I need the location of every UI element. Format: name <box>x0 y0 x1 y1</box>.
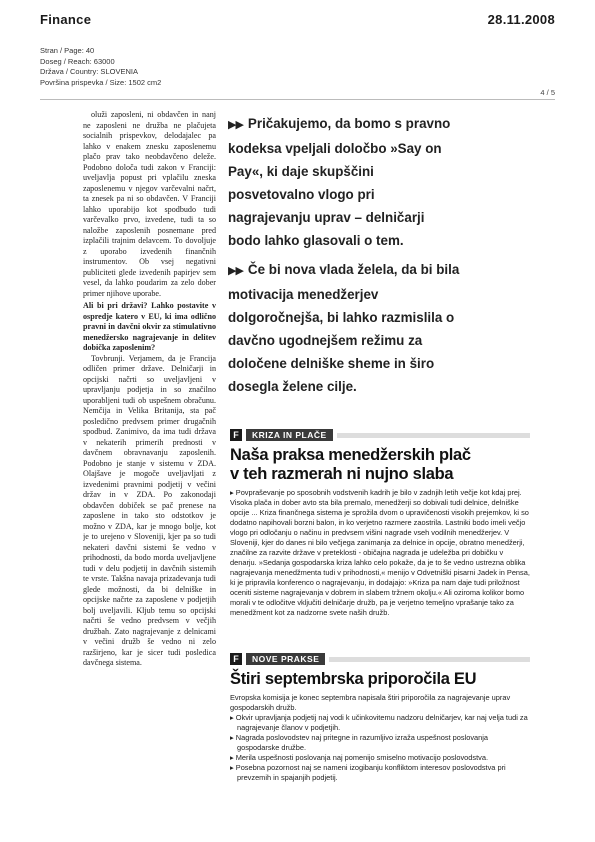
list-item: ▸ Posebna pozornost naj se nameni izogibanju konfliktom interesov poslovodstva pri prevzemih in spajanjih podjetij. <box>230 763 506 782</box>
list-item: ▸ Merila uspešnosti poslovanja naj pomenijo smiselno motivacijo poslovodstva. <box>230 753 488 762</box>
article-body <box>230 693 530 783</box>
section-tag <box>230 428 530 442</box>
list-item: ▸ Nagrada poslovodstev naj pritegne in razumljivo izraža uspešnost poslovanja gospodarske družbe. <box>230 733 489 752</box>
meta-reach: Doseg / Reach: 63000 <box>40 56 115 66</box>
article-body <box>230 488 530 618</box>
article-paragraph <box>230 488 530 618</box>
interview-paragraph: oluži zaposleni, ni obdavčen in nanj ne zaposleni ne družba ne plačujeta socialnih prispevkov, delodajalec pa lahko v enakem znesku zaposlenemu plačo prav tako neobdavčeno deleže. Podobno določa tudi zakon v Franciji: uveljavlja popust pri vplačilu zneska zaposlenemu v njegov varčevalni načrt, ta znesek pa ni so obdavčen. V Franciji lahko uporabijo kot spodbudo tudi varčevalko prvo, izvedene, tudi ta so naložbe zaposlenih posnemane pred izplačili trajnim delavcem. To dovoljuje z uporabo izvedenih finančnih instrumentov. Ob vsej negativni publiciteti glede izvedenih papirjev sem vesel, da lahko poudarim za zelo dober primer njihove uporabe. <box>83 110 216 298</box>
header-divider <box>40 99 555 100</box>
bullet-arrow-icon: ▸ <box>230 763 236 772</box>
article-title-line: v teh razmerah ni nujno slaba <box>230 465 454 483</box>
article-menedzerske-place <box>230 428 530 618</box>
meta-size: Površina prispevka / Size: 1502 cm2 <box>40 77 162 87</box>
meta-country: Država / Country: SLOVENIA <box>40 67 138 76</box>
tag-bar <box>329 657 530 662</box>
meta-page: Stran / Page: 40 <box>40 46 95 55</box>
pull-quotes <box>228 112 460 404</box>
bullet-arrow-icon: ▸ <box>230 713 236 722</box>
bullet-arrow-icon: ▸ <box>230 488 236 497</box>
finance-logo-icon: F <box>230 653 242 665</box>
publication-date: 28.11.2008 <box>487 12 555 27</box>
pull-quote <box>228 258 460 398</box>
article-title <box>230 446 530 484</box>
bullet-arrow-icon: ▸ <box>230 733 236 742</box>
page-counter: 4 / 5 <box>540 88 555 97</box>
section-tag-label: KRIZA IN PLAČE <box>246 429 333 441</box>
finance-logo-icon: F <box>230 429 242 441</box>
bullet-arrow-icon: ▸ <box>230 753 236 762</box>
pull-quote-text: Če bi nova vlada želela, da bi bila motivacija menedžerjev dolgoročnejša, bi lahko razmislila o davčno ugodnejšem režimu za določene delniške sheme in širo dosegla želene cilje. <box>228 262 460 394</box>
interview-question: Ali bi pri državi? Lahko postavite v ospredje katero v EU, ki ima odlično pravni in davčni okvir za stimulativno menedžersko nagrajevanje in delitev dobička zaposlenim? <box>83 301 216 352</box>
article-paragraph-text: Povpraševanje po sposobnih vodstvenih kadrih je bilo v zadnjih letih večje kot kdaj prej. Visoka plača in dober avto sta bila premalo, menedžerji so dobivali tudi delnice, delniške opcije ... Kriza finančnega sistema je sprožila dvom o upravičenosti visokih prejemkov, ki so dodatno napihovali borzni balon, in ko verjetno razmere zaostrila. Lastniki bodo imeli večjo vlogo pri odločanju o načinu in predvsem višini nagrade vseh vodilnih menedžerjev. V Sloveniji, kjer do danes ni bilo večjega zanimanja za delnice in opcije, obratno menedžerji, značilne za razvite države v preteklosti - običajna nagrada je udeležba pri dobičku v denarju. »Sedanja gospodarska kriza lahko celo pokaže, da je to še vedno ustrezna oblika nagrajevanja menedžmenta tudi v prihodnosti,« menijo v Odvetniški pisarni Jadek in Pensa, ki je pripravila konferenco o nagrajevanju, in dodajajo: »Kriza pa nam daje tudi priložnost oceniti sisteme nagrajevanja v dobrem in slabem tržnem okolju.« Ali oziroma kolikor bomo morali v te odločitve vključiti delničarje družb, pa je verjetno temeljno vprašanje tako za menedžment kot za nadzorne svete naših družb. <box>230 488 530 617</box>
article-title-line: Naša praksa menedžerskih plač <box>230 446 471 464</box>
pull-quote-text: Pričakujemo, da bomo s pravno kodeksa vpeljali določbo »Say on Pay«, ki daje skupščini posvetovalno vlogo pri nagrajevanju uprav – delničarji bodo lahko glasovali o tem. <box>228 116 451 248</box>
tag-bar <box>337 433 530 438</box>
pull-quote <box>228 112 460 252</box>
interview-paragraph: Tovbrunji. Verjamem, da je Francija odličen primer države. Delničarji in opcijski načrti so uveljavljeni v upravljanju podjetja in so značilno uporabljeni tudi ob uspešnem obračunu. Nemčija in Velika Britanija, sta pač posledično predvsem primer drugačnih spodbud. Zanimivo, da ima tudi država v nekaterih primerih prednosti v davčnem obravnavanju zaposlenih. Podobno je stanje v sistemu v ZDA. Olajšave je mogoče uveljavljati z izvedenimi pravnimi podjetij v večini držav in v ZDA. Po zakonodaji obdavčen dobiček se pač prenese na zaposlene in tako sto odstotkov je možno v ZDA, kar je mnogo bolje, kot je to urejeno v Sloveniji, kjer pa so tudi nekateri davčni sistemi še vedno v prihodnosti, da bodo morda uveljavljene tudi v delu podjetij in davčnih sistemih te vrste. Takšna navaja prizadevanja tudi glede možnosti, da bi delniške in opcijske načrte za zaposlene v podjetjih bolj uveljavili. Kljub temu so opcijski načrti še vedno predvsem v večjih družbah. Zato nagrajevanje z delnicami v večini družb še vedno ni zelo razširjeno, kar je sicer tudi posledica davčnega sistema. <box>83 353 216 667</box>
double-arrow-icon: ▶▶ <box>228 119 243 131</box>
publication-name: Finance <box>40 12 92 27</box>
article-title: Štiri septembrska priporočila EU <box>230 670 477 688</box>
article-intro: Evropska komisija je konec septembra napisala štiri priporočila za nagrajevanje uprav gospodarskih družb. <box>230 693 511 712</box>
double-arrow-icon: ▶▶ <box>228 265 243 277</box>
clipping-metadata <box>40 46 161 88</box>
list-item: ▸ Okvir upravljanja podjetij naj vodi k učinkovitemu nadzoru delničarjev, kar naj velja tudi za nagrajevanje članov v podjetjih. <box>230 713 528 732</box>
section-tag-label: NOVE PRAKSE <box>246 653 325 665</box>
section-tag <box>230 652 530 666</box>
article-priporocila-eu <box>230 652 530 783</box>
interview-column <box>83 110 216 782</box>
